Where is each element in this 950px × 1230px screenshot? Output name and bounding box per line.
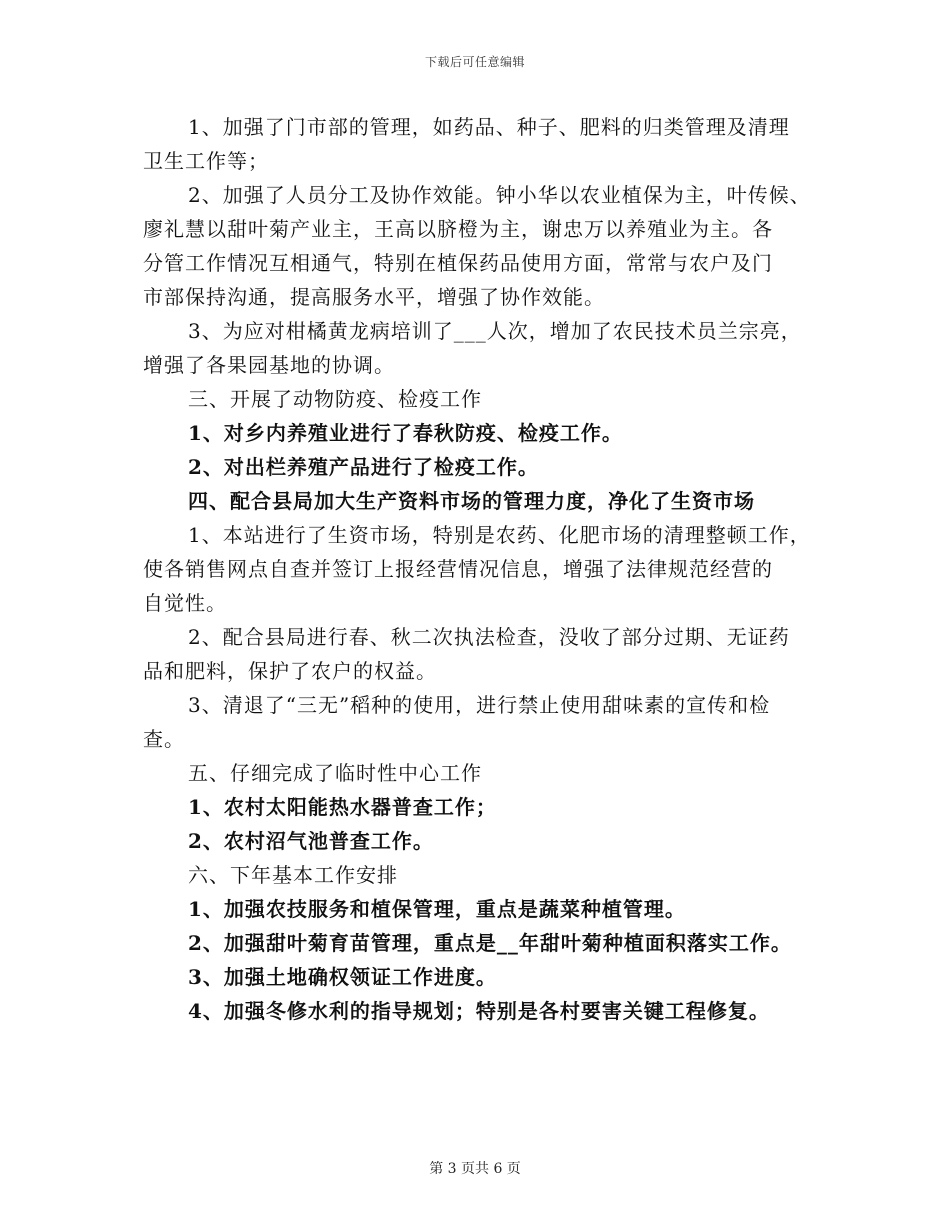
body-line: 分管工作情况互相通气，特别在植保药品使用方面，常常与农户及门	[143, 251, 773, 275]
body-line: 增强了各果园基地的协调。	[143, 353, 395, 377]
body-line: 自觉性。	[143, 591, 227, 615]
section-heading: 五、仔细完成了临时性中心工作	[188, 761, 482, 785]
body-line: 查。	[143, 727, 185, 751]
body-line: 1、农村太阳能热水器普查工作；	[188, 795, 497, 819]
section-heading: 三、开展了动物防疫、检疫工作	[188, 387, 482, 411]
document-body	[143, 110, 833, 1028]
body-line: 市部保持沟通，提高服务水平，增强了协作效能。	[143, 285, 605, 309]
section-heading: 六、下年基本工作安排	[188, 863, 398, 887]
body-line: 1、加强了门市部的管理，如药品、种子、肥料的归类管理及清理	[188, 115, 790, 139]
body-line: 卫生工作等；	[143, 149, 269, 173]
body-line: 品和肥料，保护了农户的权益。	[143, 659, 437, 683]
body-line: 1、加强农技服务和植保管理，重点是蔬菜种植管理。	[188, 897, 686, 921]
page-footer: 第 3 页共 6 页	[429, 1161, 521, 1177]
body-line: 2、加强甜叶菊育苗管理，重点是__年甜叶菊种植面积落实工作。	[188, 931, 792, 955]
body-line: 3、为应对柑橘黄龙病培训了___人次，增加了农民技术员兰宗亮，	[188, 319, 802, 343]
body-line: 4、加强冬修水利的指导规划；特别是各村要害关键工程修复。	[188, 999, 770, 1023]
body-line: 2、农村沼气池普查工作。	[188, 829, 434, 853]
body-line: 使各销售网点自查并签订上报经营情况信息，增强了法律规范经营的	[143, 557, 773, 581]
page-header: 下载后可任意编辑	[424, 55, 525, 69]
body-line: 3、清退了“三无”稻种的使用，进行禁止使用甜味素的宣传和检	[188, 693, 771, 717]
body-line: 2、对出栏养殖产品进行了检疫工作。	[188, 455, 539, 479]
body-line: 1、对乡内养殖业进行了春秋防疫、检疫工作。	[188, 421, 623, 445]
body-line: 廖礼慧以甜叶菊产业主，王高以脐橙为主，谢忠万以养殖业为主。各	[143, 217, 773, 241]
body-line: 2、加强了人员分工及协作效能。钟小华以农业植保为主，叶传候、	[188, 183, 811, 207]
section-heading: 四、配合县局加大生产资料市场的管理力度，净化了生资市场	[188, 489, 755, 513]
body-line: 1、本站进行了生资市场，特别是农药、化肥市场的清理整顿工作，	[188, 523, 811, 547]
body-line: 3、加强土地确权领证工作进度。	[188, 965, 497, 989]
body-line: 2、配合县局进行春、秋二次执法检查，没收了部分过期、无证药	[188, 625, 790, 649]
